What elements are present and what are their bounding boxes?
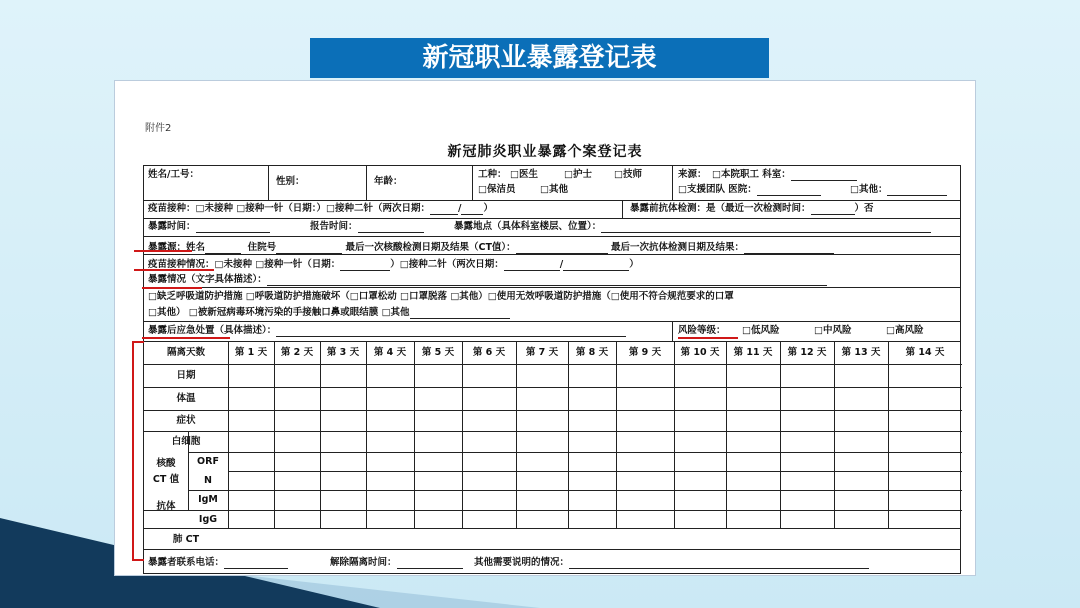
risk-level-label: 风险等级： (678, 325, 726, 336)
row-label-n: N (204, 475, 212, 486)
highlight-bracket (132, 341, 144, 561)
row-label-nucleic-acid: 核酸 (156, 458, 176, 469)
job-tech-checkbox: □技师 (614, 169, 642, 180)
day-header: 第 2 天 (280, 347, 314, 358)
highlight-underline (142, 287, 202, 289)
risk-low-checkbox: □低风险 (742, 325, 780, 336)
source-staff-checkbox: □本院职工 科室： (712, 169, 857, 181)
day-header: 第 3 天 (326, 347, 360, 358)
job-nurse-checkbox: □护士 (564, 169, 592, 180)
row-label-antibody: 抗体 (156, 501, 176, 512)
report-time-field: 报告时间： (310, 221, 424, 233)
row-label-ct-value: CT 值 (152, 474, 180, 485)
vaccination-field: 疫苗接种：□未接种 □接种一针（日期：）□接种二针（两次日期： / ） (148, 203, 493, 214)
exposure-time-field: 暴露时间： (148, 221, 270, 233)
highlight-underline (134, 269, 214, 271)
job-cleaner-checkbox: □保洁员 (478, 184, 516, 195)
document-title: 新冠肺炎职业暴露个案登记表 (447, 144, 643, 160)
day-header: 第 8 天 (575, 347, 609, 358)
day-header: 第 4 天 (373, 347, 407, 358)
row-label-igm: IgM (198, 494, 218, 505)
name-id-label: 姓名/工号： (148, 169, 199, 180)
source-label: 来源： (678, 169, 707, 180)
row-label-symptoms: 症状 (176, 415, 196, 426)
exposure-source-field: 暴露源：姓名 住院号 最后一次核酸检测日期及结果（CT值）： 最后一次抗体检测日期及结果： (148, 242, 834, 254)
risk-high-checkbox: □高风险 (886, 325, 924, 336)
pre-exposure-antibody-field: 暴露前抗体检测：是（最近一次检测时间： ）否 (630, 203, 874, 214)
age-label: 年龄： (374, 176, 403, 187)
isolation-days-header: 隔离天数 (166, 347, 205, 358)
day-header: 第 1 天 (234, 347, 268, 358)
row-label-wbc: 白细胞 (171, 436, 201, 447)
other-notes-field: 其他需要说明的情况： (474, 557, 869, 569)
highlight-underline (142, 337, 230, 339)
risk-medium-checkbox: □中风险 (814, 325, 852, 336)
exposure-situation-heading: 暴露情况（文字具体描述）： (148, 274, 827, 286)
source-other-checkbox: □其他： (850, 184, 947, 196)
source-support-checkbox: □支援团队 医院： (678, 184, 821, 196)
row-label-lung-ct: 肺 CT (172, 534, 200, 545)
exposure-location-field: 暴露地点（具体科室楼层、位置）： (454, 221, 931, 233)
day-header: 第 9 天 (628, 347, 662, 358)
day-header: 第 10 天 (680, 347, 720, 358)
row-label-temperature: 体温 (176, 393, 196, 404)
highlight-underline (134, 250, 192, 252)
job-doctor-checkbox: □医生 (510, 169, 538, 180)
source-vaccination-field: 疫苗接种情况：□未接种 □接种一针（日期： ）□接种二针（两次日期： / ） (148, 259, 639, 270)
day-header: 第 6 天 (472, 347, 506, 358)
row-label-igg: IgG (198, 514, 218, 525)
row-label-date: 日期 (176, 370, 196, 381)
day-header: 第 7 天 (525, 347, 559, 358)
contact-phone-field: 暴露者联系电话： (148, 557, 288, 569)
day-header: 第 5 天 (421, 347, 455, 358)
release-isolation-field: 解除隔离时间： (330, 557, 463, 569)
job-label: 工种： (478, 169, 507, 180)
gender-label: 性别： (276, 176, 305, 187)
job-other-checkbox: □其他 (540, 184, 568, 195)
day-header: 第 14 天 (905, 347, 945, 358)
exposure-situation-options-2: □其他） □被新冠病毒环境污染的手接触口鼻或眼结膜 □其他 (148, 307, 510, 319)
exposure-situation-options-1: □缺乏呼吸道防护措施 □呼吸道防护措施破坏（□口罩松动 □口罩脱落 □其他）□使用无效呼吸道防护措施（□使用不符合规范要求的口罩 (148, 291, 734, 302)
day-header: 第 13 天 (841, 347, 881, 358)
day-header: 第 11 天 (733, 347, 773, 358)
highlight-underline (678, 337, 738, 339)
form-grid (143, 165, 961, 574)
row-label-orf: ORF (197, 456, 219, 467)
emergency-handling-field: 暴露后应急处置（具体描述）： (148, 325, 626, 337)
day-header: 第 12 天 (787, 347, 827, 358)
attachment-label: 附件2 (145, 123, 172, 134)
slide-title: 新冠职业暴露登记表 (310, 38, 769, 78)
registration-form-image (114, 80, 976, 576)
